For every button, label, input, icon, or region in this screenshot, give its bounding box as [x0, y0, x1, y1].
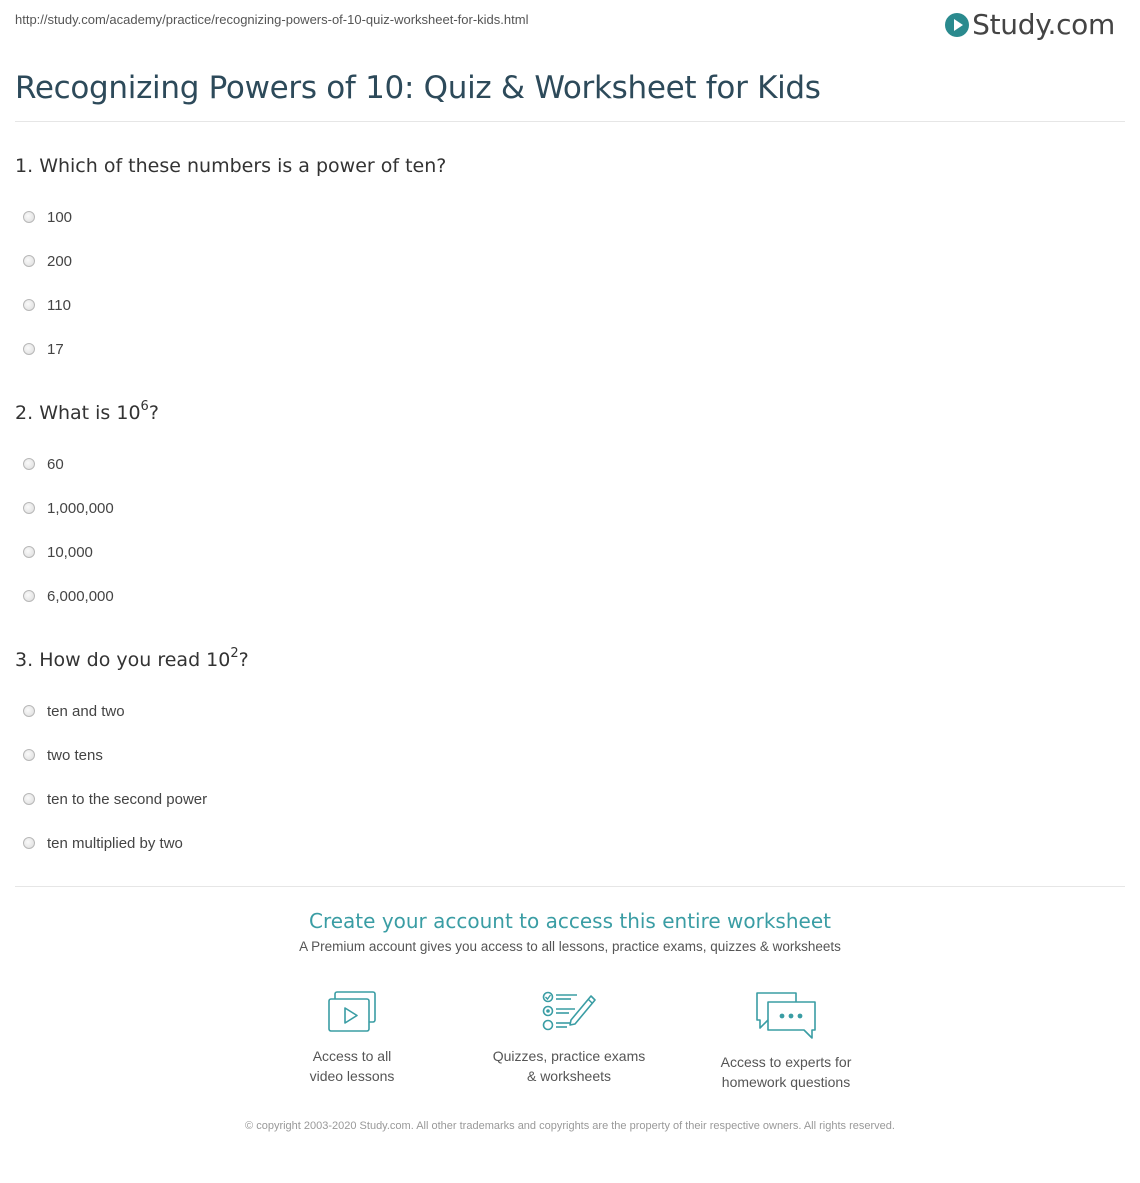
radio-button[interactable] — [23, 546, 35, 558]
radio-button[interactable] — [23, 705, 35, 717]
chat-bubbles-icon — [754, 990, 818, 1040]
answer-option[interactable]: 6,000,000 — [15, 574, 1015, 618]
radio-button[interactable] — [23, 590, 35, 602]
play-circle-icon — [945, 13, 969, 37]
feature-experts — [686, 990, 886, 1092]
question-text: 1. Which of these numbers is a power of ten? — [15, 155, 447, 177]
cta-subtitle: A Premium account gives you access to all lessons, practice exams, quizzes & worksheets — [299, 939, 841, 954]
feature-label: Access to all video lessons — [309, 1048, 395, 1084]
radio-button[interactable] — [23, 837, 35, 849]
radio-button[interactable] — [23, 502, 35, 514]
question-2 — [15, 399, 1015, 618]
page-url[interactable]: http://study.com/academy/practice/recognizing-powers-of-10-quiz-worksheet-for-kids.html — [15, 12, 529, 27]
page-title: Recognizing Powers of 10: Quiz & Worksheet for Kids — [15, 70, 821, 106]
radio-button[interactable] — [23, 458, 35, 470]
answer-option[interactable]: 60 — [15, 442, 1015, 486]
question-text: 3. How do you read $10^2$? — [15, 646, 249, 671]
top-bar — [15, 0, 1125, 48]
quiz-checklist-icon — [541, 990, 597, 1034]
radio-button[interactable] — [23, 793, 35, 805]
answer-option[interactable]: ten and two — [15, 689, 1015, 733]
question-1 — [15, 152, 1015, 371]
answer-option[interactable]: two tens — [15, 733, 1015, 777]
radio-button[interactable] — [23, 749, 35, 761]
copyright-footer: © copyright 2003-2020 Study.com. All other trademarks and copyrights are the property of their respective owners. All rights reserved. — [245, 1120, 895, 1132]
cta-title[interactable]: Create your account to access this entire worksheet — [309, 909, 831, 933]
feature-label: Access to experts for homework questions — [720, 1054, 852, 1090]
answer-option[interactable]: 17 — [15, 327, 1015, 371]
logo-text: Study.com — [972, 8, 1115, 41]
answer-option[interactable]: 100 — [15, 195, 1015, 239]
section-divider — [15, 886, 1125, 887]
answer-option[interactable]: 1,000,000 — [15, 486, 1015, 530]
feature-video-lessons — [252, 990, 452, 1086]
answer-list — [15, 195, 1015, 371]
radio-button[interactable] — [23, 343, 35, 355]
answer-option[interactable]: ten multiplied by two — [15, 821, 1015, 865]
radio-button[interactable] — [23, 211, 35, 223]
answer-option[interactable]: ten to the second power — [15, 777, 1015, 821]
video-lessons-icon — [326, 990, 378, 1034]
answer-list — [15, 442, 1015, 618]
radio-button[interactable] — [23, 299, 35, 311]
answer-option[interactable]: 200 — [15, 239, 1015, 283]
feature-quizzes — [469, 990, 669, 1086]
radio-button[interactable] — [23, 255, 35, 267]
title-divider — [15, 121, 1125, 122]
answer-list — [15, 689, 1015, 865]
question-3 — [15, 646, 1015, 865]
answer-option[interactable]: 10,000 — [15, 530, 1015, 574]
study-logo[interactable] — [945, 8, 1115, 41]
feature-label: Quizzes, practice exams & worksheets — [492, 1048, 646, 1084]
answer-option[interactable]: 110 — [15, 283, 1015, 327]
question-text: 2. What is $10^6$? — [15, 399, 159, 424]
